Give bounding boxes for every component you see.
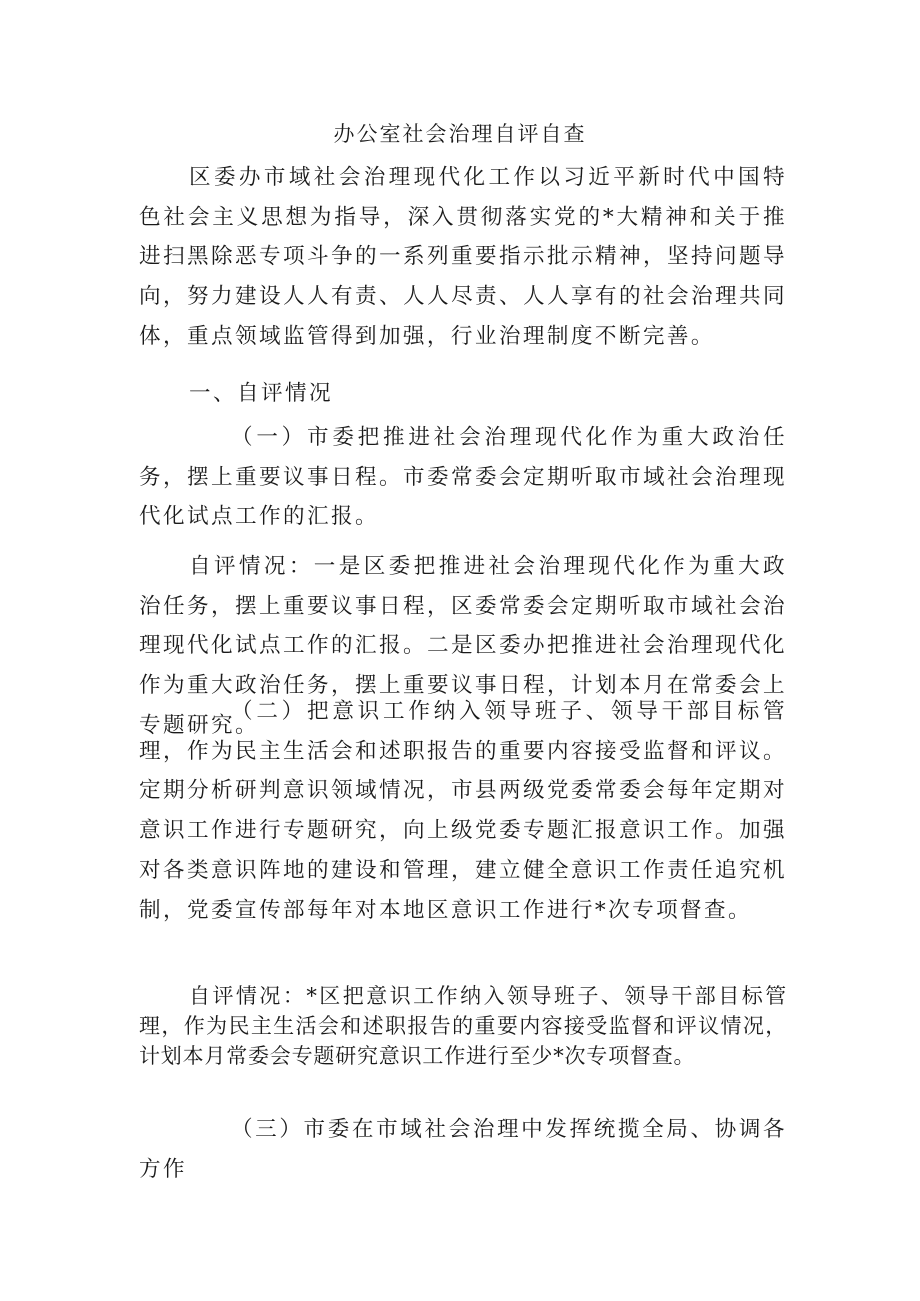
item-3-paragraph: （三）市委在市域社会治理中发挥统揽全局、协调各方作 [139, 1117, 787, 1182]
item-2-paragraph: （二）把意识工作纳入领导班子、领导干部目标管理，作为民主生活会和述职报告的重要内容接受监督和评议。定期分析研判意识领域情况，市县两级党委常委会每年定期对意识工作进行专题研究，向上级党委专题汇报意识工作。加强对各类意识阵地的建设和管理，建立健全意识工作责任追究机制，党委宣传部每年对本地区意识工作进行*次专项督查。 [139, 699, 787, 923]
self-eval-2-paragraph: 自评情况：*区把意识工作纳入领导班子、领导干部目标管理，作为民主生活会和述职报告的重要内容接受监督和评议情况，计划本月常委会专题研究意识工作进行至少*次专项督查。 [139, 984, 787, 1068]
intro-paragraph: 区委办市域社会治理现代化工作以习近平新时代中国特色社会主义思想为指导，深入贯彻落实党的*大精神和关于推进扫黑除恶专项斗争的一系列重要指示批示精神，坚持问题导向，努力建设人人有责、人人尽责、人人享有的社会治理共同体，重点领域监管得到加强，行业治理制度不断完善。 [139, 165, 787, 349]
section-heading: 一、自评情况 [189, 381, 333, 406]
item-1-paragraph: （一）市委把推进社会治理现代化作为重大政治任务，摆上重要议事日程。市委常委会定期听取市域社会治理现代化试点工作的汇报。 [139, 425, 787, 530]
document-title: 办公室社会治理自评自查 [333, 122, 587, 146]
self-eval-1-paragraph: 自评情况：一是区委把推进社会治理现代化作为重大政治任务，摆上重要议事日程，区委常委会定期听取市域社会治理现代化试点工作的汇报。二是区委办把推进社会治理现代化作为重大政治任务，摆上重要议事日程，计划本月在常委会上专题研究。 [139, 554, 787, 738]
